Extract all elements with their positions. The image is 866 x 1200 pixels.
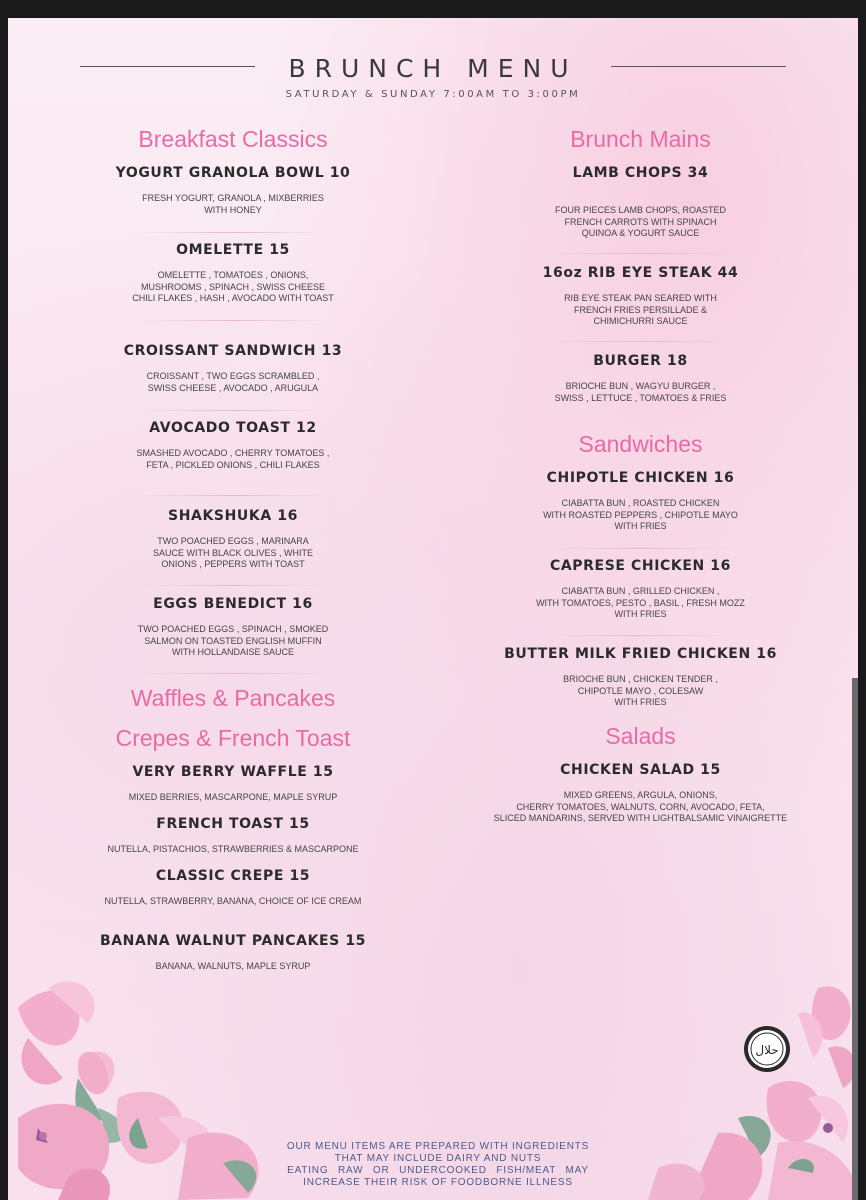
menu-item	[48, 764, 418, 804]
menu-item-description: NUTELLA, STRAWBERRY, BANANA, CHOICE OF ICE CREAM	[104, 896, 362, 906]
menu-item-name: LAMB CHOPS 34	[572, 165, 709, 181]
menu-page	[8, 18, 858, 1200]
menu-hours: SATURDAY & SUNDAY 7:00AM TO 3:00PM	[285, 89, 581, 100]
divider	[138, 585, 328, 586]
menu-item	[48, 816, 418, 856]
menu-item	[458, 353, 823, 404]
menu-item-description: SMASHED AVOCADO , CHERRY TOMATOES , FETA , PICKLED ONIONS , CHILI FLAKES	[136, 448, 330, 470]
menu-item-description: BANANA, WALNUTS, MAPLE SYRUP	[155, 961, 311, 971]
menu-item-name: OMELETTE 15	[176, 242, 290, 258]
menu-item-name: CHIPOTLE CHICKEN 16	[546, 470, 735, 486]
menu-item-name: CLASSIC CREPE 15	[155, 868, 311, 884]
menu-item-name: BUTTER MILK FRIED CHICKEN 16	[504, 646, 777, 662]
menu-item	[458, 165, 823, 240]
menu-item	[48, 868, 418, 908]
section-breakfast-classics: Breakfast Classics	[138, 126, 328, 152]
halal-seal-icon	[743, 1025, 791, 1073]
menu-item-description: RIB EYE STEAK PAN SEARED WITH FRENCH FRIES PERSILLADE & CHIMICHURRI SAUCE	[564, 293, 717, 326]
menu-item-name: BANANA WALNUT PANCAKES 15	[99, 933, 367, 949]
menu-item	[48, 343, 418, 394]
divider	[545, 635, 735, 636]
divider	[545, 548, 735, 549]
menu-item-description: BRIOCHE BUN , CHICKEN TENDER , CHIPOTLE MAYO , COLESAW WITH FRIES	[563, 674, 718, 707]
menu-item	[458, 470, 823, 533]
divider	[138, 410, 328, 411]
floral-decoration-left	[8, 968, 308, 1200]
menu-item-name: CROISSANT SANDWICH 13	[123, 343, 343, 359]
halal-badge	[743, 1025, 791, 1073]
allergen-disclaimer: OUR MENU ITEMS ARE PREPARED WITH INGREDIENTS THAT MAY INCLUDE DAIRY AND NUTS EATING RAW OR UNDERCOOKED FISH/MEAT MAY INCREASE THEIR RISK OF FOODBORNE ILLNESS	[286, 1141, 590, 1188]
divider	[545, 341, 735, 342]
menu-item-description: TWO POACHED EGGS , SPINACH , SMOKED SALMON ON TOASTED ENGLISH MUFFIN WITH HOLLANDAISE SAUCE	[137, 624, 329, 657]
menu-item-name: FRENCH TOAST 15	[156, 816, 310, 832]
menu-item-description: CROISSANT , TWO EGGS SCRAMBLED , SWISS CHEESE , AVOCADO , ARUGULA	[146, 371, 320, 393]
menu-item	[48, 165, 418, 216]
menu-item	[48, 596, 418, 659]
menu-item-description: FOUR PIECES LAMB CHOPS, ROASTED FRENCH CARROTS WITH SPINACH QUINOA & YOGURT SAUCE	[554, 205, 727, 238]
menu-item-description: TWO POACHED EGGS , MARINARA SAUCE WITH BLACK OLIVES , WHITE ONIONS , PEPPERS WITH TOAST	[152, 536, 314, 569]
scrollbar[interactable]	[852, 678, 858, 1200]
menu-item	[48, 508, 418, 571]
menu-item-description: CIABATTA BUN , ROASTED CHICKEN WITH ROASTED PEPPERS , CHIPOTLE MAYO WITH FRIES	[543, 498, 738, 531]
section-crepes-french-toast: Crepes & French Toast	[115, 725, 351, 751]
menu-item-name: YOGURT GRANOLA BOWL 10	[115, 165, 351, 181]
menu-item	[458, 558, 823, 621]
menu-item-description: FRESH YOGURT, GRANOLA , MIXBERRIES WITH HONEY	[142, 193, 324, 215]
menu-item-name: EGGS BENEDICT 16	[153, 596, 313, 612]
floral-decoration-right	[618, 968, 858, 1200]
svg-text:حلال: حلال	[755, 1043, 779, 1057]
menu-item-description: MIXED BERRIES, MASCARPONE, MAPLE SYRUP	[128, 792, 338, 802]
divider	[545, 253, 735, 254]
menu-item	[458, 646, 823, 709]
section-sandwiches: Sandwiches	[578, 431, 703, 457]
menu-item	[48, 242, 418, 305]
divider	[138, 673, 328, 674]
menu-item-description: BRIOCHE BUN , WAGYU BURGER , SWISS , LETTUCE , TOMATOES & FRIES	[554, 381, 727, 403]
divider	[138, 495, 328, 496]
section-waffles-pancakes: Waffles & Pancakes	[130, 685, 336, 711]
menu-item-description: OMELETTE , TOMATOES , ONIONS, MUSHROOMS , SPINACH , SWISS CHEESE CHILI FLAKES , HASH , AVOCADO WITH TOAST	[132, 270, 334, 303]
menu-item	[458, 265, 823, 328]
menu-item-description: NUTELLA, PISTACHIOS, STRAWBERRIES & MASCARPONE	[107, 844, 359, 854]
menu-title: BRUNCH MENU	[288, 54, 578, 83]
section-salads: Salads	[605, 723, 676, 749]
menu-item	[458, 762, 823, 825]
menu-item-description: MIXED GREENS, ARGULA, ONIONS, CHERRY TOMATOES, WALNUTS, CORN, AVOCADO, FETA, SLICED MANDARINS, SERVED WITH LIGHTBALSAMIC VINAIGRETTE	[493, 790, 788, 823]
menu-item-name: CHICKEN SALAD 15	[560, 762, 721, 778]
divider	[138, 320, 328, 321]
menu-item	[48, 933, 418, 973]
divider	[138, 232, 328, 233]
menu-item-name: 16oz RIB EYE STEAK 44	[542, 265, 739, 281]
menu-item-name: SHAKSHUKA 16	[168, 508, 298, 524]
menu-item-description: CIABATTA BUN , GRILLED CHICKEN , WITH TOMATOES, PESTO , BASIL , FRESH MOZZ WITH FRIES	[536, 586, 745, 619]
menu-item-name: AVOCADO TOAST 12	[149, 420, 317, 436]
menu-item-name: BURGER 18	[593, 353, 688, 369]
section-brunch-mains: Brunch Mains	[570, 126, 711, 152]
menu-item-name: CAPRESE CHICKEN 16	[550, 558, 731, 574]
menu-item-name: VERY BERRY WAFFLE 15	[132, 764, 334, 780]
menu-item	[48, 420, 418, 471]
